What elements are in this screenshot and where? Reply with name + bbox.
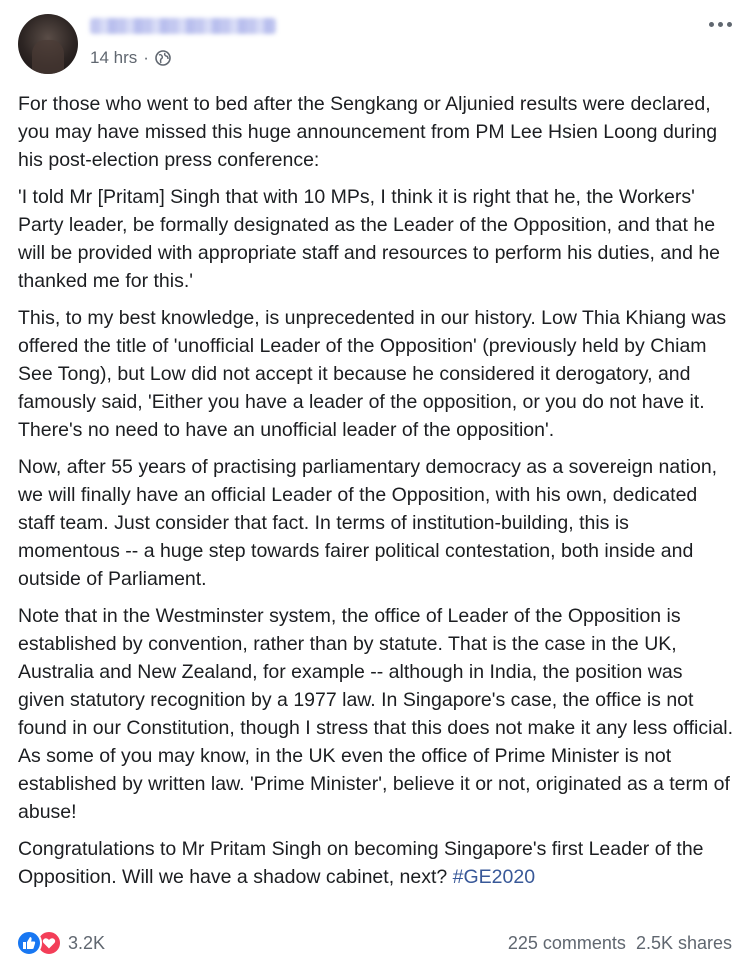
shares-count[interactable]: 2.5K shares: [635, 933, 732, 953]
reactions-summary[interactable]: [16, 930, 105, 956]
last-paragraph-text: Congratulations to Mr Pritam Singh on becoming Singapore's first Leader of the Opposition. Will we have a shadow cabinet, next?: [18, 838, 704, 888]
post-body: [18, 90, 734, 900]
post-timestamp[interactable]: 14 hrs: [90, 48, 138, 67]
avatar[interactable]: [18, 14, 78, 74]
reaction-count[interactable]: 3.2K: [68, 932, 106, 953]
post-meta: [90, 48, 171, 68]
hashtag-link[interactable]: #GE2020: [452, 866, 536, 888]
engagement-stats: [508, 933, 732, 954]
post-paragraph: Now, after 55 years of practising parliamentary democracy as a sovereign nation, we will finally have an official Leader of the Opposition, with his own, dedicated staff team. Just consider that fact. In terms of institution-building, this is momentous -- a huge step towards fairer political contestation, both inside and outside of Parliament.: [18, 456, 718, 590]
post-paragraph-last: [18, 835, 734, 891]
post-paragraph: This, to my best knowledge, is unprecedented in our history. Low Thia Khiang was offered the title of 'unofficial Leader of the Opposition' (previously held by Chiam See Tong), but Low did not accept it because he considered it derogatory, and famously said, 'Either you have a leader of the opposition, or you do not have it. There's no need to have an unofficial leader of the opposition'.: [18, 307, 727, 441]
post-paragraph: Note that in the Westminster system, the office of Leader of the Opposition is established by convention, rather than by statute. That is the case in the UK, Australia and New Zealand, for example -- although in India, the position was given statutory recognition by a 1977 law. In Singapore's case, the office is not found in our Constitution, though I stress that this does not make it any less official. As some of you may know, in the UK even the office of Prime Minister is not established by written law. 'Prime Minister', believe it or not, originated as a term of abuse!: [18, 605, 734, 823]
post-paragraph: For those who went to bed after the Sengkang or Aljunied results were declared, you may have missed this huge announcement from PM Lee Hsien Loong during his post-election press conference:: [18, 93, 718, 171]
globe-icon: [155, 50, 171, 66]
like-icon: [16, 930, 42, 956]
author-name-blurred[interactable]: [90, 18, 276, 34]
more-options-icon[interactable]: [706, 14, 734, 34]
meta-separator: ·: [143, 48, 149, 67]
post-paragraph: 'I told Mr [Pritam] Singh that with 10 MPs, I think it is right that he, the Workers' Party leader, be formally designated as the Leader of the Opposition, and that he will be provided with appropriate staff and resources to perform his duties, and he thanked me for this.': [18, 186, 721, 292]
post-footer: [16, 930, 732, 960]
post-header: [18, 14, 734, 76]
comments-count[interactable]: 225 comments: [507, 933, 626, 953]
